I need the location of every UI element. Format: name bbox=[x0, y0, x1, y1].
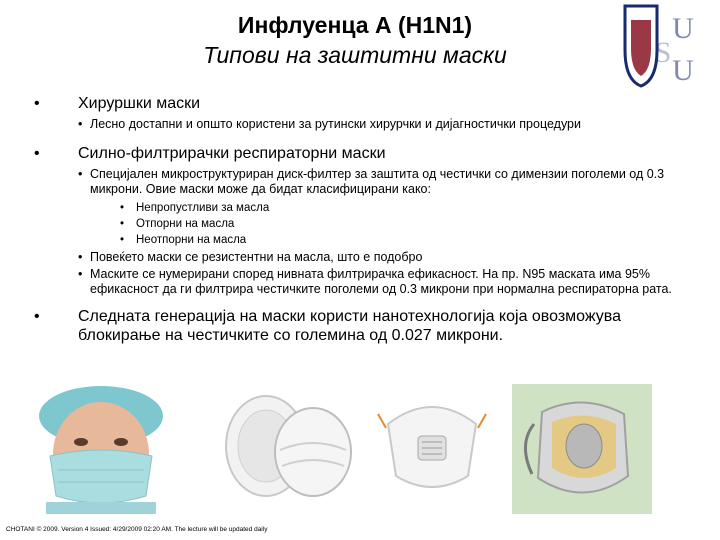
slide-title bbox=[120, 10, 590, 70]
sub-sub-bullet: • Отпорни на масла bbox=[120, 218, 235, 230]
sub-bullet: • Специјален микроструктуриран диск-филтер за заштита од честички со димензии поголеми од 0.3 микрони. Овие маски може да бидат класифицирани како: bbox=[78, 167, 665, 196]
svg-text:U: U bbox=[672, 54, 694, 87]
sub-sub-bullet: • Неотпорни на масла bbox=[120, 234, 247, 246]
surgical-mask-photo bbox=[6, 384, 196, 514]
sub-bullet: • Лесно достапни и општо користени за рутински хирурчки и дијагностички процедури bbox=[78, 117, 581, 131]
bullet-surgical-masks: • Хируршки маски bbox=[34, 95, 201, 112]
valved-respirator-photo bbox=[376, 384, 488, 514]
sub-bullet: • Маските се нумерирани според нивната филтрирачка ефикасност. На пр. N95 маската има 95% ефикасност да ги филтрира честичките поголеми од 0.3 микрони при нормална респираторна рата. bbox=[78, 267, 672, 296]
n95-cup-mask-photo bbox=[218, 384, 358, 514]
usu-logo bbox=[617, 0, 710, 90]
sub-bullet: • Повеќето маски се резистентни на масла, што е подобро bbox=[78, 250, 423, 264]
sub-sub-bullet: • Непропустливи за масла bbox=[120, 202, 270, 214]
slide-body bbox=[34, 88, 694, 345]
title-line-2: Типови на заштитни маски bbox=[203, 42, 507, 68]
svg-text:U: U bbox=[672, 12, 694, 45]
svg-text:S: S bbox=[654, 36, 672, 69]
bullet-nanotech-masks: • Следната генерација на маски користи нанотехнологија која овозможува блокирање на честичките со големина од 0.027 микрони. bbox=[34, 308, 621, 344]
title-line-1: Инфлуенца А (H1N1) bbox=[237, 12, 473, 38]
footer-copyright: CHOTANI © 2009. Version 4 Issued: 4/29/2009 02:20 AM. The lecture will be updated daily bbox=[6, 526, 268, 533]
photo-strip bbox=[0, 384, 720, 516]
bullet-respirator-masks: • Силно-филтрирачки респираторни маски bbox=[34, 145, 386, 162]
nanotech-mask-photo bbox=[512, 384, 652, 514]
